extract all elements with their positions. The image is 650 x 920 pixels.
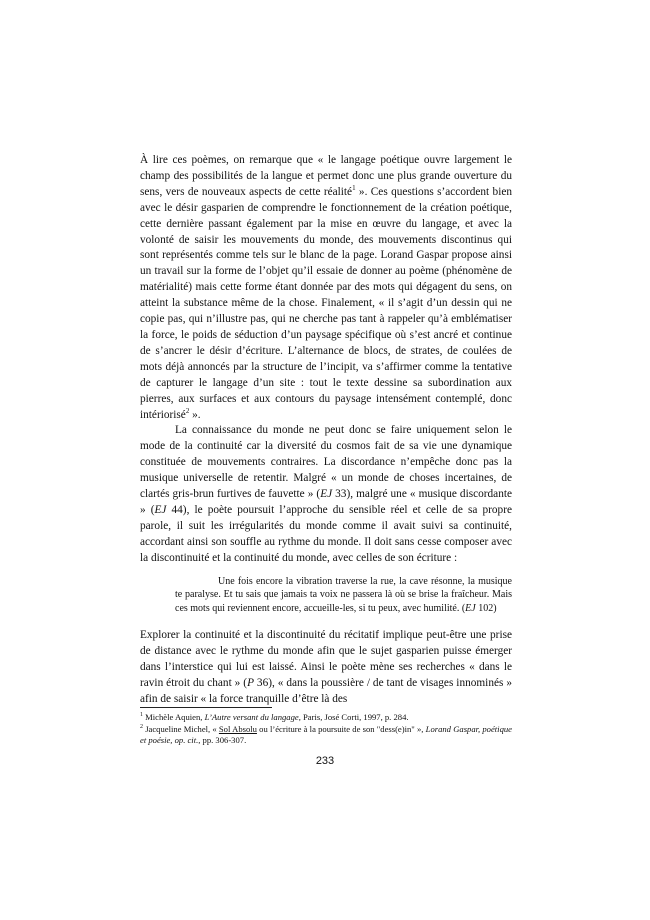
footnotes <box>140 712 512 748</box>
page-number: 233 <box>315 755 335 767</box>
paragraph-2: La connaissance du monde ne peut donc se faire uniquement selon le mode de la continuité car la diversité du cosmos fait de sa vie une dynamique constituée de mouvements contraires. La discordance n’empêche donc pas la musique universelle de retentir. Malgré « un monde de choses incertaines, de clartés gris-brun furtives de fauvette » (EJ 33), malgré une « musique discordante » (EJ 44), le poète poursuit l’approche du sensible réel et celle de sa propre parole, il suit les irrégularités du monde comme il avait suivi sa continuité, accordant ainsi son souffle au rythme du monde. Il doit sans cesse composer avec la discontinuité et la continuité du monde, avec celles de son écriture : <box>140 424 512 564</box>
footnote-ref-1[interactable]: 1 <box>352 184 356 193</box>
footnote-2: $^2$ Jacqueline Michel, « Sol Absolu ou l’écriture à la poursuite de son "dess(e)in" », Lorand Gaspar, poétique et poésie, op. cit., pp. 306-307. <box>140 724 512 746</box>
block-quote: Une fois encore la vibration traverse la rue, la cave résonne, la musique te paralyse. Et tu sais que jamais ta voix ne passera là où se brise la fraîcheur. Mais ces mots qui reviennent encore, accueille-les, si tu peux, avec humilité. (EJ 102) <box>175 575 512 615</box>
footnote-divider <box>140 707 272 708</box>
main-text <box>140 153 512 708</box>
paragraph-3: Explorer la continuité et la discontinuité du récitatif implique peut-être une prise de distance avec le rythme du monde afin que le sujet gasparien puisse émerger dans l’interstice qui lui est laissé. Ainsi le poète mène ses recherches « dans le ravin étroit du chant » (P 36), « dans la poussière / de tant de visages innominés » afin de saisir « la force tranquille d’être là des <box>140 629 512 705</box>
footnote-ref-2[interactable]: 2 <box>185 406 190 415</box>
footnote-1: $^1$ Michèle Aquien, L’Autre versant du langage, Paris, José Corti, 1997, p. 284. <box>140 712 409 722</box>
paragraph-1: À lire ces poèmes, on remarque que « le langage poétique ouvre largement le champ des possibilités de la langue et permet donc une plus grande ouverture du sens, vers de nouveaux aspects de cette réalité$^1$ ». Ces questions s’accordent bien avec le désir gasparien de comprendre le fonctionnement de la création poétique, cette dernière passant également par la mise en œuvre du langage, et avec la volonté de saisir les mouvements du monde, des mouvements discontinus qui sont représentés comme tels sur le blanc de la page. Lorand Gaspar propose ainsi un travail sur la forme de l’objet qu’il essaie de donner au poème (phénomène de matérialité) mais cette forme étant donnée par des mots qui dégagent du sens, on atteint la substance même de la chose. Finalement, « il s’agit d’un dessin qui ne copie pas, qui n’illustre pas, qui ne cherche pas tant à rappeler qu’à emblématiser la force, le poids de séduction d’un paysage spécifique où s’est ancré et continue de s’ancrer le désir d’écriture. L’alternance de blocs, de strates, de coulées de mots déjà annoncés par la structure de l’incipit, va s’affirmer comme la tentative de capturer le langage d’un site : tout le texte dessine sa subordination aux pierres, aux surfaces et aux contours du paysage intensément contemplé, donc intériorisé$^2$ ». <box>140 154 512 421</box>
